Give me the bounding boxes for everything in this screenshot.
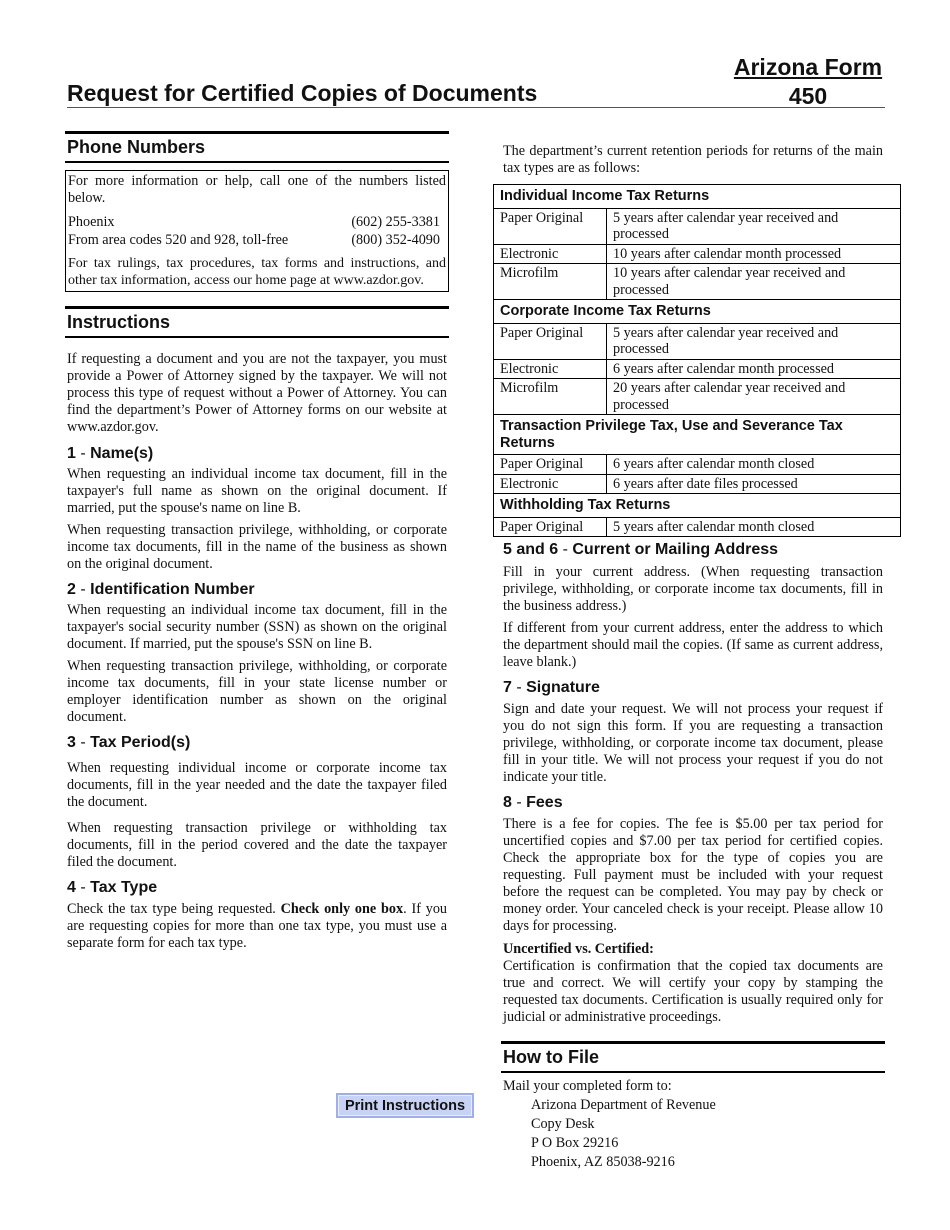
retention-period-cell: 5 years after calendar year received and processed xyxy=(607,323,901,359)
header-divider xyxy=(67,107,885,108)
phone-footer: For tax rulings, tax procedures, tax forms and instructions, and other tax information, access our home page at www.azdor.gov. xyxy=(68,256,446,288)
phone-row xyxy=(68,231,446,249)
section-5-6-heading: 5 and 6 - Current or Mailing Address xyxy=(503,541,779,558)
retention-group-row xyxy=(494,494,901,518)
retention-period-cell: 20 years after calendar year received and processed xyxy=(607,379,901,415)
uncertified-vs-certified-title: Uncertified vs. Certified: xyxy=(503,941,654,957)
section-3-p2: When requesting transaction privilege or withholding tax documents, fill in the period covered and the date the taxpayer filed the document. xyxy=(67,820,447,870)
section-1-p2: When requesting transaction privilege, withholding, or corporate income tax documents, fill in the name of the business as shown on the original document. xyxy=(67,522,447,572)
retention-row xyxy=(494,264,901,300)
retention-group-title: Corporate Income Tax Returns xyxy=(494,300,901,324)
phone-intro: For more information or help, call one of the numbers listed below. xyxy=(68,173,446,206)
section-1-p1: When requesting an individual income tax document, fill in the taxpayer's full name as shown on the original document. If married, put the spouse's name on line B. xyxy=(67,466,447,516)
phone-numbers-heading: Phone Numbers xyxy=(65,131,449,163)
return-type-cell: Electronic xyxy=(494,474,607,494)
return-type-cell: Electronic xyxy=(494,359,607,379)
retention-period-cell: 5 years after calendar year received and processed xyxy=(607,208,901,244)
retention-table-wrap xyxy=(493,184,901,537)
retention-group-title: Transaction Privilege Tax, Use and Severance Tax Returns xyxy=(494,415,901,455)
retention-period-cell: 6 years after calendar month processed xyxy=(607,359,901,379)
retention-intro: The department’s current retention periods for returns of the main tax types are as follows: xyxy=(503,143,883,176)
retention-row xyxy=(494,208,901,244)
mailing-address xyxy=(503,1096,883,1172)
retention-table xyxy=(493,184,901,537)
retention-row xyxy=(494,323,901,359)
address-line: Copy Desk xyxy=(531,1116,595,1132)
section-5-6-p1: Fill in your current address. (When requesting transaction privilege, withholding, or corporate income tax documents, fill in the business address.) xyxy=(503,564,883,614)
return-type-cell: Paper Original xyxy=(494,208,607,244)
return-type-cell: Microfilm xyxy=(494,264,607,300)
address-line: Arizona Department of Revenue xyxy=(531,1097,716,1113)
phone-label: Phoenix xyxy=(68,214,115,230)
section-3-p1: When requesting individual income or corporate income tax documents, fill in the year needed and the date the taxpayer filed the document. xyxy=(67,760,447,810)
phone-number: (800) 352-4090 xyxy=(351,232,440,248)
section-4-p1: Check the tax type being requested. Check only one box. If you are requesting copies for more than one tax type, you must use a separate form for each tax type. xyxy=(67,901,448,951)
retention-row xyxy=(494,379,901,415)
retention-group-row xyxy=(494,185,901,209)
phone-numbers-box xyxy=(65,170,449,292)
section-2-p1: When requesting an individual income tax document, fill in the taxpayer's social security number (SSN) as shown on the original document. If married, put the spouse's SSN on line B. xyxy=(67,602,447,652)
retention-row xyxy=(494,517,901,537)
retention-group-title: Withholding Tax Returns xyxy=(494,494,901,518)
how-to-file-body xyxy=(503,1077,883,1172)
uncertified-vs-certified-text: Certification is confirmation that the copied tax documents are true and correct. We will certify your copy by stamping the requested tax documents. Certification is usually required only for judicial or administrative proceedings. xyxy=(503,958,883,1025)
form-label-line2: 450 xyxy=(788,83,828,109)
return-type-cell: Microfilm xyxy=(494,379,607,415)
retention-period-cell: 6 years after calendar month closed xyxy=(607,455,901,475)
page-title: Request for Certified Copies of Documents xyxy=(67,80,538,106)
address-line: Phoenix, AZ 85038-9216 xyxy=(531,1154,675,1170)
retention-period-cell: 10 years after calendar year received and processed xyxy=(607,264,901,300)
return-type-cell: Paper Original xyxy=(494,323,607,359)
retention-period-cell: 5 years after calendar month closed xyxy=(607,517,901,537)
retention-group-title: Individual Income Tax Returns xyxy=(494,185,901,209)
address-line: P O Box 29216 xyxy=(531,1135,619,1151)
retention-row xyxy=(494,474,901,494)
how-to-file-heading: How to File xyxy=(501,1041,885,1073)
section-2-heading: 2 - Identification Number xyxy=(67,581,255,598)
retention-row xyxy=(494,244,901,264)
form-label-line1: Arizona Form xyxy=(733,54,883,80)
phone-label: From area codes 520 and 928, toll-free xyxy=(68,232,289,248)
return-type-cell: Electronic xyxy=(494,244,607,264)
section-5-6-p2: If different from your current address, enter the address to which the department should mail the copies. (If same as current address, leave blank.) xyxy=(503,620,883,670)
section-3-heading: 3 - Tax Period(s) xyxy=(67,734,191,751)
retention-group-row xyxy=(494,415,901,455)
how-to-file-intro: Mail your completed form to: xyxy=(503,1078,672,1094)
retention-period-cell: 6 years after date files processed xyxy=(607,474,901,494)
section-4-heading: 4 - Tax Type xyxy=(67,879,158,896)
retention-group-row xyxy=(494,300,901,324)
phone-number: (602) 255-3381 xyxy=(351,214,440,230)
section-1-heading: 1 - Name(s) xyxy=(67,445,154,462)
print-instructions-button[interactable]: Print Instructions xyxy=(336,1093,474,1118)
instructions-body xyxy=(67,351,447,952)
section-2-p2: When requesting transaction privilege, withholding, or corporate income tax documents, fill in your state license number or employer identification number as shown on the original document. xyxy=(67,658,447,725)
instructions-intro: If requesting a document and you are not the taxpayer, you must provide a Power of Attorney signed by the taxpayer. We will not process this type of request without a Power of Attorney. You can find the department’s Power of Attorney forms on our website at www.azdor.gov. xyxy=(67,351,447,435)
form-number-label xyxy=(733,54,883,110)
instructions-heading: Instructions xyxy=(65,306,449,338)
right-column-body xyxy=(503,541,883,1026)
section-7-heading: 7 - Signature xyxy=(503,679,600,696)
retention-row xyxy=(494,455,901,475)
retention-row xyxy=(494,359,901,379)
section-8-heading: 8 - Fees xyxy=(503,794,563,811)
section-8-p1: There is a fee for copies. The fee is $5.00 per tax period for uncertified copies and $7.00 per tax period for certified copies. Check the appropriate box for the type of copies you are requesting. Full payment must be included with your request before the request can be completed. You may pay by check or money order. Your canceled check is your receipt. Please allow 10 days for processing. xyxy=(503,816,883,934)
section-7-p1: Sign and date your request. We will not process your request if you do not sign this form. If you are requesting a transaction privilege, withholding, or corporate income tax document, please fill in your title. We will not process your request if you do not indicate your title. xyxy=(503,701,883,785)
retention-period-cell: 10 years after calendar month processed xyxy=(607,244,901,264)
return-type-cell: Paper Original xyxy=(494,517,607,537)
phone-row xyxy=(68,213,446,231)
return-type-cell: Paper Original xyxy=(494,455,607,475)
